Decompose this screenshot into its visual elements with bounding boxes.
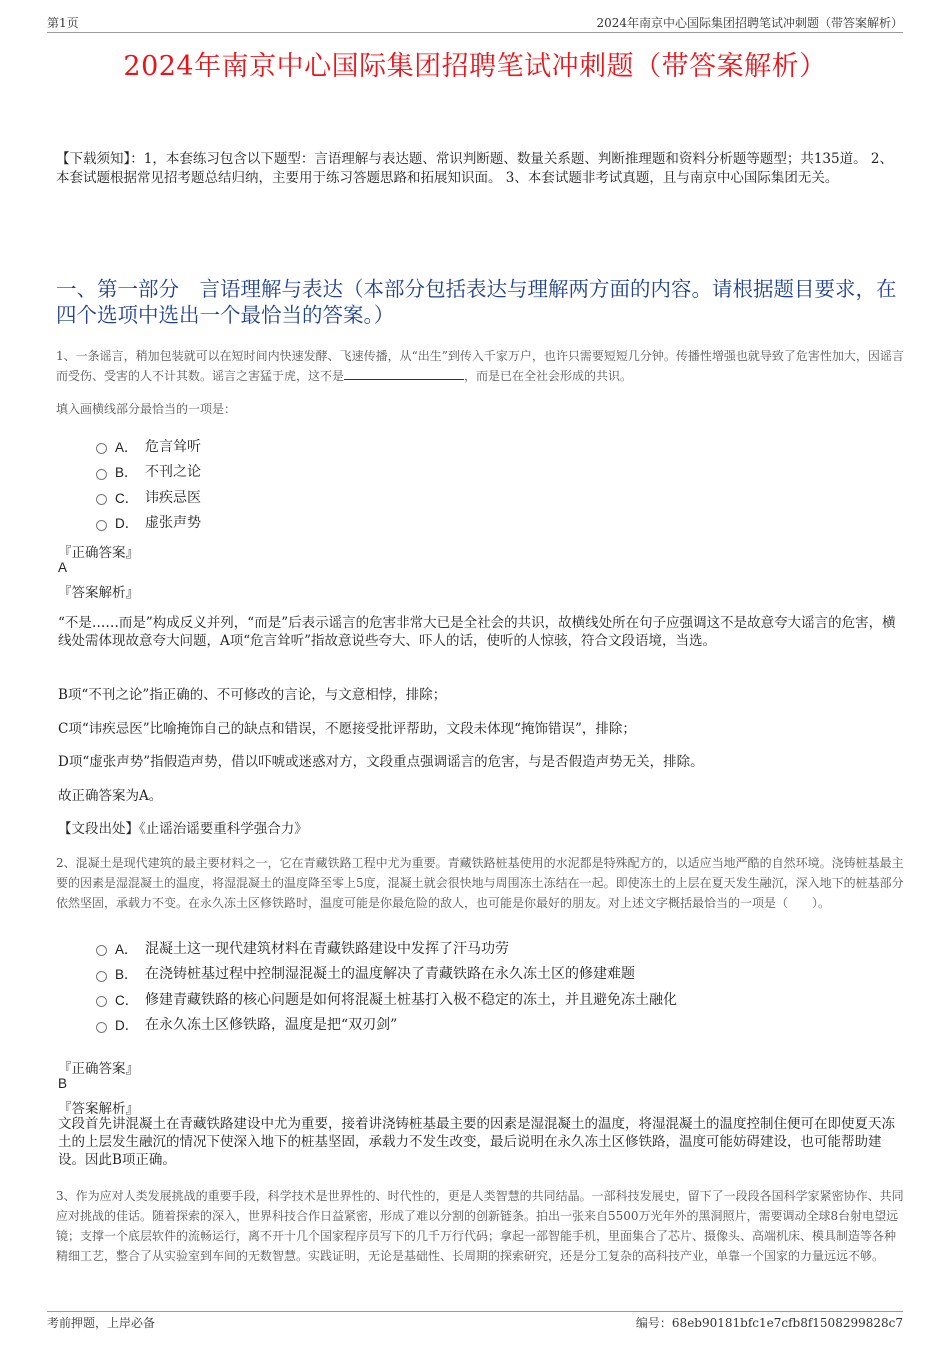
analysis-label: 『答案解析』 (58, 1101, 139, 1117)
question-1-options (96, 433, 201, 535)
radio-icon[interactable] (96, 1022, 107, 1033)
footer-divider (47, 1311, 903, 1312)
question-2-options (96, 935, 677, 1037)
header-doc-title: 2024年南京中心国际集团招聘笔试冲刺题（带答案解析） (596, 16, 903, 30)
q1-option-c[interactable] (96, 484, 201, 510)
option-letter: A． (115, 941, 138, 957)
q1-option-d[interactable] (96, 510, 201, 536)
question-2-stem: 2、混凝土是现代建筑的最主要材料之一，它在青藏铁路工程中尤为重要。青藏铁路桩基使用的水泥都是特殊配方的，以适应当地严酷的自然环境。浇铸桩基最主要的因素是湿混凝土的温度，将湿混凝土的温度降至零上5度，混凝土就会很快地与周围冻土冻结在一起。即使冻土的上层在夏天发生融沉，深入地下的桩基部分依然坚固，承载力不变。在永久冻土区修铁路时，温度可能是你最危险的敌人，也可能是你最好的朋友。对上述文字概括最恰当的一项是（ ）。 (56, 856, 904, 910)
analysis-paragraph: D项“虚张声势”指假造声势，借以吓唬或迷惑对方，文段重点强调谣言的危害，与是否假造声势无关，排除。 (58, 754, 704, 770)
radio-icon[interactable] (96, 443, 107, 454)
q2-option-a[interactable] (96, 935, 677, 961)
radio-icon[interactable] (96, 469, 107, 480)
analysis-paragraph: C项“讳疾忌医”比喻掩饰自己的缺点和错误，不愿接受批评帮助，文段未体现“掩饰错误”，排除； (58, 721, 636, 737)
q1-option-a[interactable] (96, 433, 201, 459)
option-letter: C． (115, 490, 139, 506)
option-letter: C． (115, 992, 139, 1008)
option-letter: D． (115, 516, 139, 532)
correct-answer: A (58, 560, 68, 575)
q2-option-b[interactable] (96, 961, 677, 987)
radio-icon[interactable] (96, 996, 107, 1007)
question-1-prompt: 填入画横线部分最恰当的一项是： (56, 402, 237, 416)
question-1-stem-part-b: ，而是已在全社会形成的共识。 (464, 369, 633, 383)
option-text: 危言耸听 (145, 438, 201, 455)
header-divider (47, 32, 903, 33)
correct-answer-label: 『正确答案』 (58, 545, 139, 561)
correct-answer-label: 『正确答案』 (58, 1061, 139, 1077)
correct-answer: B (58, 1076, 68, 1091)
radio-icon[interactable] (96, 971, 107, 982)
question-1-stem (56, 346, 906, 386)
option-text: 讳疾忌医 (145, 489, 201, 506)
analysis-label: 『答案解析』 (58, 585, 139, 601)
analysis-paragraph: “不是……而是”构成反义并列，“而是”后表示谣言的危害非常大已是全社会的共识，故横线处所在句子应强调这不是故意夸大谣言的危害，横线处需体现故意夸大问题，A项“危言耸听”指故意说些夸大、吓人的话，使听的人惊骇，符合文段语境，当选。 (58, 615, 896, 649)
option-text: 在浇铸桩基过程中控制湿混凝土的温度解决了青藏铁路在永久冻土区的修建难题 (145, 966, 635, 983)
radio-icon[interactable] (96, 494, 107, 505)
question-3-stem: 3、作为应对人类发展挑战的重要手段，科学技术是世界性的、时代性的，更是人类智慧的共同结晶。一部科技发展史，留下了一段段各国科学家紧密协作、共同应对挑战的佳话。随着探索的深入，世界科技合作日益紧密，形成了难以分割的创新链条。拍出一张来自5500万光年外的黑洞照片，需要调动全球8台射电望远镜；支撑一个底层软件的流畅运行，离不开十几个国家程序员写下的几千万行代码；拿起一部智能手机，里面集合了芯片、摄像头、高端机床、模具制造等各种精细工艺，整合了从实验室到车间的无数智慧。实践证明，无论是基础性、长周期的探索研究，还是分工复杂的高科技产业，单靠一个国家的力量远远不够。 (56, 1189, 904, 1263)
analysis-paragraph: B项“不刊之论”指正确的、不可修改的言论，与文意相悖，排除； (58, 687, 447, 703)
analysis-paragraph: 文段首先讲混凝土在青藏铁路建设中尤为重要，接着讲浇铸桩基最主要的因素是湿混凝土的温度，将湿混凝土的温度控制住便可在即使夏天冻土的上层发生融沉的情况下使深入地下的桩基坚固，承载力不发生改变，最后说明在永久冻土区修铁路，温度可能妨碍建设，也可能帮助建设。因此B项正确。 (58, 1116, 895, 1168)
footer-slogan: 考前押题，上岸必备 (47, 1316, 156, 1330)
option-letter: A． (115, 439, 138, 455)
question-1-stem-part-a: 1、一条谣言，稍加包装就可以在短时间内快速发酵、飞速传播，从“出生”到传入千家万户，也许只需要短短几分钟。传播性增强也就导致了危害性加大，因谣言而受伤、受害的人不计其数。谣言之害猛于虎，这不是 (56, 349, 904, 383)
q2-option-d[interactable] (96, 1012, 677, 1038)
option-text: 虚张声势 (145, 515, 201, 532)
option-letter: B． (115, 465, 138, 481)
option-text: 不刊之论 (145, 464, 201, 481)
page-number: 第1页 (47, 16, 79, 30)
radio-icon[interactable] (96, 945, 107, 956)
q2-option-c[interactable] (96, 986, 677, 1012)
option-text: 混凝土这一现代建筑材料在青藏铁路建设中发挥了汗马功劳 (145, 940, 509, 957)
fill-blank (344, 367, 464, 380)
page-title: 2024年南京中心国际集团招聘笔试冲刺题（带答案解析） (123, 51, 827, 82)
section-heading: 一、第一部分 言语理解与表达（本部分包括表达与理解两方面的内容。请根据题目要求，在四个选项中选出一个最恰当的答案。） (56, 277, 897, 327)
option-letter: D． (115, 1018, 139, 1034)
document-id: 编号：68eb90181bfc1e7cfb8f1508299828c7 (635, 1316, 903, 1330)
option-letter: B． (115, 967, 138, 983)
radio-icon[interactable] (96, 520, 107, 531)
q1-option-b[interactable] (96, 459, 201, 485)
option-text: 在永久冻土区修铁路，温度是把“双刃剑” (145, 1017, 398, 1034)
download-notice: 【下载须知】：1，本套练习包含以下题型：言语理解与表达题、常识判断题、数量关系题、判断推理题和资料分析题等题型；共135道。 2、本套试题根据常见招考题总结归纳，主要用于练习答题思路和拓展知识面。 3、本套试题非考试真题，且与南京中心国际集团无关。 (56, 151, 893, 186)
analysis-conclusion: 故正确答案为A。 (58, 788, 163, 804)
option-text: 修建青藏铁路的核心问题是如何将混凝土桩基打入极不稳定的冻土，并且避免冻土融化 (145, 991, 677, 1008)
source-citation: 【文段出处】《止谣治谣要重科学强合力》 (58, 821, 308, 837)
